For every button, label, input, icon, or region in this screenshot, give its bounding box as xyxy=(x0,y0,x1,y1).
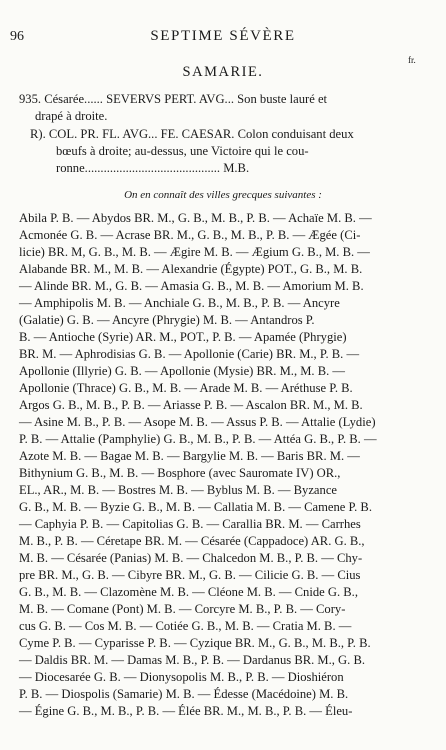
list-line: — Égine G. B., M. B., P. B. — Élée BR. M., M. B., P. B. — Éleu- xyxy=(19,704,353,718)
list-line: Apollonie (Thrace) G. B., M. B. — Arade M. B. — Aréthuse P. B. xyxy=(19,381,353,395)
list-line: EL., AR., M. B. — Bostres M. B. — Byblus M. B. — Byzance xyxy=(19,483,337,497)
list-line: M. B. — Comane (Pont) M. B. — Corcyre M. B., P. B. — Cory- xyxy=(19,602,346,616)
list-line: cus G. B. — Cos M. B. — Cotiée G. B., M. B. — Cratia M. B. — xyxy=(19,619,352,633)
list-line: Bithynium G. B., M. B. — Bosphore (avec Sauromate IV) OR., xyxy=(19,466,341,480)
page-number: 96 xyxy=(10,29,24,44)
list-line: — Caphyia P. B. — Capitolias G. B. — Carallia BR. M. — Carrhes xyxy=(19,517,361,531)
list-intro: On en connaît des villes grecques suivantes : xyxy=(124,189,322,201)
list-line: — Daldis BR. M. — Damas M. B., P. B. — Dardanus BR. M., G. B. xyxy=(19,653,365,667)
list-line: B. — Antioche (Syrie) AR. M., POT., P. B. — Apamée (Phrygie) xyxy=(19,330,347,344)
list-line: pre BR. M., G. B. — Cibyre BR. M., G. B. — Cilicie G. B. — Cius xyxy=(19,568,361,582)
list-line: Alabande BR. M., M. B. — Alexandrie (Égypte) POT., G. B., M. B. xyxy=(19,262,363,276)
list-line: G. B., M. B. — Clazomène M. B. — Cléone M. B. — Cnide G. B., xyxy=(19,585,358,599)
list-line: — Diocesarée G. B. — Dionysopolis M. B., P. B. — Dioshiéron xyxy=(19,670,344,684)
entry-line: ronne........................................... M.B. xyxy=(56,161,250,175)
list-line: Azote M. B. — Bagae M. B. — Bargylie M. B. — Baris BR. M. — xyxy=(19,449,360,463)
list-line: Argos G. B., M. B., P. B. — Ariasse P. B. — Ascalon BR. M., M. B. xyxy=(19,398,363,412)
list-line: M. B., P. B. — Céretape BR. M. — Césarée (Cappadoce) AR. G. B., xyxy=(19,534,365,548)
list-line: BR. M. — Aphrodisias G. B. — Apollonie (Carie) BR. M., P. B. — xyxy=(19,347,360,361)
list-line: Cyme P. B. — Cyparisse P. B. — Cyzique BR. M., G. B., M. B., P. B. xyxy=(19,636,371,650)
list-line: — Asine M. B., P. B. — Asope M. B. — Assus P. B. — Attalie (Lydie) xyxy=(19,415,376,429)
list-line: — Amphipolis M. B. — Anchiale G. B., M. B., P. B. — Ancyre xyxy=(19,296,340,310)
entry-line: bœufs à droite; au-dessus, une Victoire qui le cou- xyxy=(56,144,309,158)
list-line: P. B. — Attalie (Pamphylie) G. B., M. B., P. B. — Attéa G. B., P. B. — xyxy=(19,432,377,446)
list-line: G. B., M. B. — Byzie G. B., M. B. — Callatia M. B. — Camene P. B. xyxy=(19,500,372,514)
entry-line: 935. Césarée...... SEVERVS PERT. AVG... Son buste lauré et xyxy=(19,92,328,106)
list-line: Acmonée G. B. — Acrase BR. M., G. B., M. B., P. B. — Ægée (Ci- xyxy=(19,228,361,242)
running-title: SEPTIME SÉVÈRE xyxy=(150,28,296,44)
list-line: Apollonie (Illyrie) G. B. — Apollonie (Mysie) BR. M., M. B. — xyxy=(19,364,346,378)
margin-note: fr. xyxy=(408,55,416,65)
list-line: Abila P. B. — Abydos BR. M., G. B., M. B., P. B. — Achaïe M. B. — xyxy=(19,211,372,225)
entry-line: drapé à droite. xyxy=(35,109,108,123)
list-line: licie) BR. M, G. B., M. B. — Ægire M. B. — Ægium G. B., M. B. — xyxy=(19,245,370,259)
list-line: — Alinde BR. M., G. B. — Amasia G. B., M. B. — Amorium M. B. xyxy=(19,279,364,293)
entry-line: R). COL. PR. FL. AVG... FE. CAESAR. Colon conduisant deux xyxy=(30,127,354,141)
list-line: P. B. — Diospolis (Samarie) M. B. — Édesse (Macédoine) M. B. xyxy=(19,687,349,701)
section-title: SAMARIE. xyxy=(182,64,264,80)
list-line: (Galatie) G. B. — Ancyre (Phrygie) M. B. — Antandros P. xyxy=(19,313,315,327)
list-line: M. B. — Césarée (Panias) M. B. — Chalcedon M. B., P. B. — Chy- xyxy=(19,551,363,565)
